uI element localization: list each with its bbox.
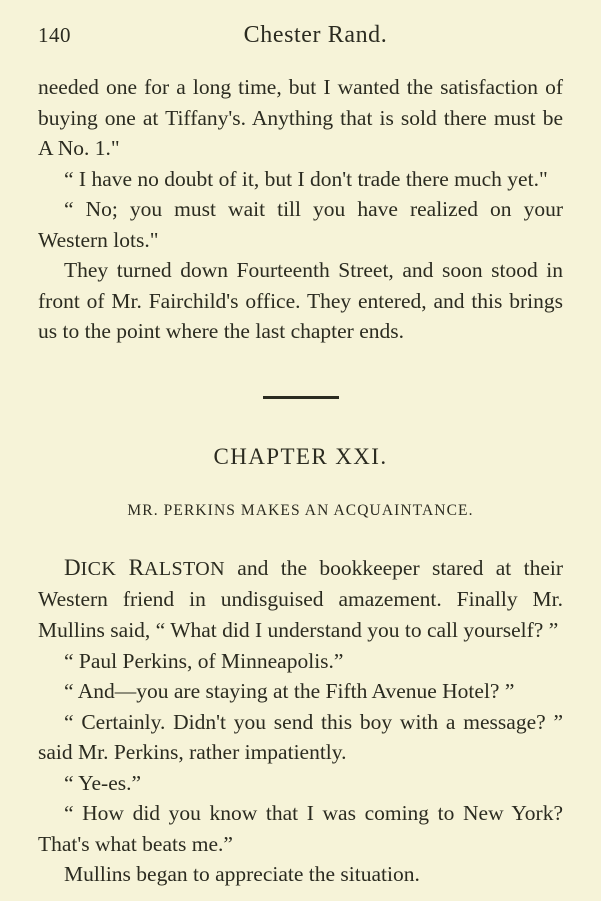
paragraph: “ No; you must wait till you have realized on your Western lots." xyxy=(38,197,563,252)
page-header xyxy=(38,22,563,62)
paragraph: “ Ye-es.” xyxy=(64,770,142,795)
paragraph: “ Certainly. Didn't you send this boy with a message? ” said Mr. Perkins, rather impatiently. xyxy=(38,709,563,765)
section-divider xyxy=(38,377,563,408)
chapter-title: CHAPTER XXI. xyxy=(213,444,388,470)
paragraph: needed one for a long time, but I wanted the satisfaction of buying one at Tiffany's. Anything that is sold there must be A No. 1." xyxy=(38,75,563,161)
running-head: Chester Rand. xyxy=(243,22,388,48)
paragraph: “ I have no doubt of it, but I don't trade there much yet." xyxy=(64,166,548,191)
paragraph: They turned down Fourteenth Street, and soon stood in front of Mr. Fairchild's office. They entered, and this brings us to the point where the last chapter ends. xyxy=(38,258,563,344)
page-body xyxy=(38,72,563,890)
paragraph: Mullins began to appreciate the situation. xyxy=(64,862,420,887)
smallcaps-dick: ICK xyxy=(80,557,117,580)
paragraph-text: and the bookkeeper stared at their Western friend in undisguised amazement. Finally Mr. Mullins said, “ What did I understand you to call yourself? ” xyxy=(38,555,563,642)
paragraph: “ Paul Perkins, of Minneapolis.” xyxy=(64,648,344,673)
page-number: 140 xyxy=(38,23,71,47)
paragraph: “ How did you know that I was coming to New York? That's what beats me.” xyxy=(38,801,563,856)
paragraph: “ And—you are staying at the Fifth Avenue Hotel? ” xyxy=(64,679,515,704)
paragraph-chapter-opening xyxy=(38,552,563,646)
dropcap-ralston: R xyxy=(128,554,144,580)
chapter-subtitle: MR. PERKINS MAKES AN ACQUAINTANCE. xyxy=(127,501,474,519)
horizontal-rule-icon xyxy=(263,396,339,399)
dropcap-dick: D xyxy=(64,554,81,580)
smallcaps-ralston: ALSTON xyxy=(144,557,225,580)
